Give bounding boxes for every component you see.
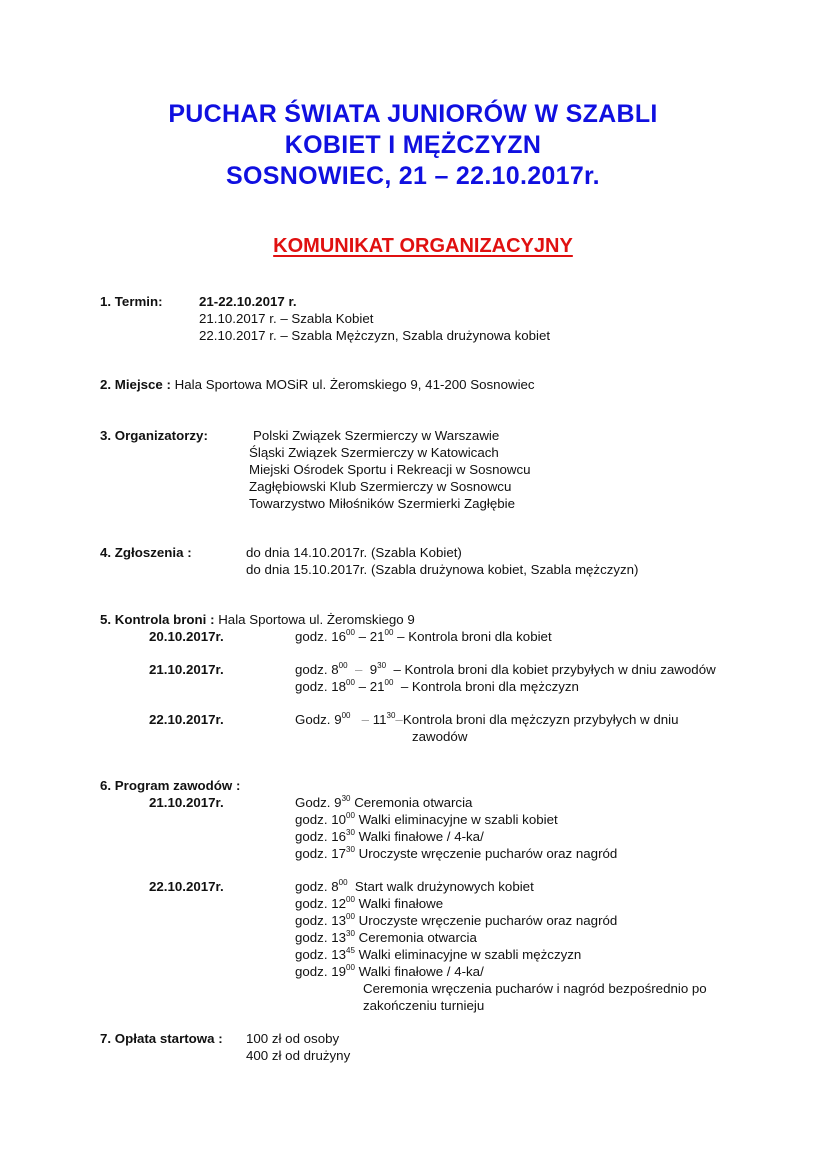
subtitle: KOMUNIKAT ORGANIZACYJNY [273,235,573,257]
organizatorzy-label: 3. Organizatorzy: [100,428,208,443]
oplata-label: 7. Opłata startowa : [100,1031,223,1046]
oplata-line-2: 400 zł od drużyny [246,1048,351,1063]
kontrola-row-1: godz. $16^{00} - 21^{00}$ – Kontrola broni dla kobiet [295,628,552,644]
title-line-1: PUCHAR ŚWIATA JUNIORÓW W SZABLI [168,100,658,128]
program-date-2: 22.10.2017r. [149,879,224,894]
zgloszenia-line-2: do dnia 15.10.2017r. (Szabla drużynowa kobiet, Szabla mężczyzn) [246,562,639,577]
miejsce-label: 2. Miejsce : [100,377,171,392]
miejsce [100,377,535,392]
kontrola-label: 5. Kontrola broni : [100,612,215,627]
program-day2-row: godz. $8^{00}$ Start walk drużynowych kobiet [295,878,534,894]
title-line-2: KOBIET I MĘŻCZYZN [284,131,542,159]
organizator-5: Towarzystwo Miłośników Szermierki Zagłębie [249,496,516,511]
kontrola-row-2: godz. $8^{00} - 9^{30}$ – Kontrola broni dla kobiet przybyłych w dniu zawodów [295,661,716,677]
organizator-3: Miejski Ośrodek Sportu i Rekreacji w Sosnowcu [249,462,531,477]
program-day2-row: godz. $12^{00}$ Walki finałowe [295,895,444,911]
kontrola [100,612,415,627]
program-note-1: Ceremonia wręczenia pucharów i nagród bezpośrednio po [363,981,707,996]
program-day2-row: godz. $19^{00}$ Walki finałowe / 4-ka/ [295,963,484,979]
zgloszenia-line-1: do dnia 14.10.2017r. (Szabla Kobiet) [246,545,462,560]
kontrola-row-3: godz. $18^{00} - 21^{00}$ – Kontrola broni dla mężczyzn [295,678,579,694]
program-date-1: 21.10.2017r. [149,795,224,810]
termin-value: 21-22.10.2017 r. [199,294,297,309]
program-day1-row: Godz. $9^{30}$ Ceremonia otwarcia [295,794,473,810]
kontrola-date-3: 22.10.2017r. [149,712,224,727]
program-day1-row: godz. $16^{30}$ Walki finałowe / 4-ka/ [295,828,484,844]
termin-label: 1. Termin: [100,294,163,309]
kontrola-place: Hala Sportowa ul. Żeromskiego 9 [218,612,415,627]
kontrola-row-4-cont: zawodów [412,729,468,744]
program-day1-row: godz. $17^{30}$ Uroczyste wręczenie pucharów oraz nagród [295,845,618,861]
organizator-1: Polski Związek Szermierczy w Warszawie [253,428,500,443]
program-day2-row: godz. $13^{45}$ Walki eliminacyjne w szabli mężczyzn [295,946,582,962]
termin-line-1: 21.10.2017 r. – Szabla Kobiet [199,311,374,326]
organizator-2: Śląski Związek Szermierczy w Katowicach [249,445,499,460]
program-day2-row: godz. $13^{30}$ Ceremonia otwarcia [295,929,477,945]
zgloszenia-label: 4. Zgłoszenia : [100,545,192,560]
miejsce-value: Hala Sportowa MOSiR ul. Żeromskiego 9, 41-200 Sosnowiec [174,377,535,392]
kontrola-row-4: Godz. $9^{00}$ – $11^{30}$–Kontrola broni dla mężczyzn przybyłych w dniu [295,711,679,727]
oplata-line-1: 100 zł od osoby [246,1031,340,1046]
organizator-4: Zagłębiowski Klub Szermierczy w Sosnowcu [249,479,512,494]
termin-line-2: 22.10.2017 r. – Szabla Mężczyzn, Szabla drużynowa kobiet [199,328,551,343]
kontrola-date-1: 20.10.2017r. [149,629,224,644]
program-day2-row: godz. $13^{00}$ Uroczyste wręczenie pucharów oraz nagród [295,912,618,928]
program-note-2: zakończeniu turnieju [363,998,485,1013]
kontrola-date-2: 21.10.2017r. [149,662,224,677]
title-line-3: SOSNOWIEC, 21 – 22.10.2017r. [226,162,600,190]
program-day1-row: godz. $10^{00}$ Walki eliminacyjne w szabli kobiet [295,811,558,827]
program-label: 6. Program zawodów : [100,778,241,793]
